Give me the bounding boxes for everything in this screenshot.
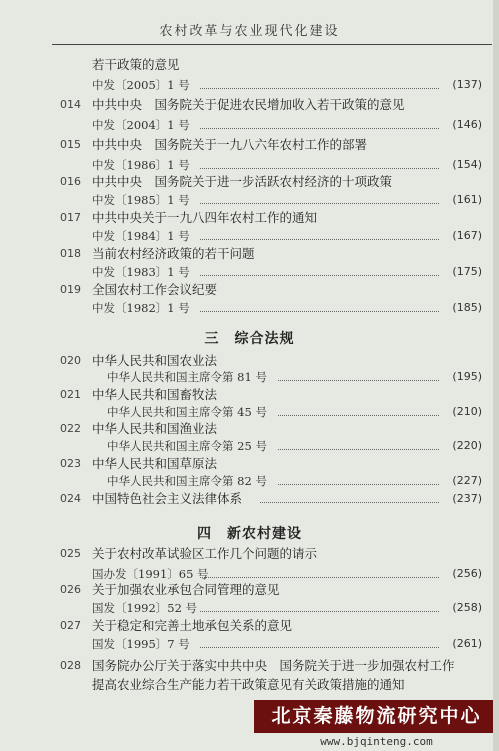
entry-number: 026 <box>60 583 81 596</box>
doc-number: 中发〔2004〕1 号 <box>92 118 190 132</box>
toc-entry[interactable] <box>0 616 499 636</box>
leader-dots <box>200 647 439 648</box>
entry-number: 022 <box>60 422 81 435</box>
toc-entry-docno <box>0 634 499 654</box>
entry-title: 当前农村经济政策的若干问题 <box>92 246 255 261</box>
toc-entry-docno <box>0 367 499 387</box>
toc-entry[interactable] <box>0 208 499 228</box>
running-header: 农村改革与农业现代化建设 <box>159 24 340 39</box>
entry-number: 021 <box>60 388 81 401</box>
leader-dots <box>200 577 439 578</box>
toc-entry-docno <box>0 190 499 210</box>
entry-number: 028 <box>60 659 81 672</box>
page-number: (154) <box>452 158 482 171</box>
watermark-url: www.bjqinteng.com <box>320 735 433 748</box>
page-number: (161) <box>452 193 482 206</box>
toc-entry[interactable] <box>0 172 499 192</box>
leader-dots <box>200 275 439 276</box>
entry-number: 023 <box>60 457 81 470</box>
entry-title: 中共中央关于一九八四年农村工作的通知 <box>92 210 318 225</box>
page-edge <box>493 0 499 751</box>
leader-dots <box>200 128 439 129</box>
entry-number: 027 <box>60 619 81 632</box>
leader-dots <box>200 168 439 169</box>
entry-title: 中共中央 国务院关于促进农民增加收入若干政策的意见 <box>92 97 405 112</box>
leader-dots <box>200 203 439 204</box>
doc-number: 中华人民共和国主席令第 25 号 <box>107 439 267 453</box>
doc-number: 中华人民共和国主席令第 45 号 <box>107 405 267 419</box>
leader-dots <box>200 611 439 612</box>
doc-number: 国发〔1995〕7 号 <box>92 637 190 651</box>
leader-dots <box>200 88 439 89</box>
page-number: (258) <box>452 601 482 614</box>
toc-entry[interactable] <box>0 656 499 676</box>
entry-title: 关于稳定和完善土地承包关系的意见 <box>92 618 293 633</box>
page-number: (237) <box>452 492 482 505</box>
leader-dots <box>278 449 439 450</box>
toc-entry-docno <box>0 598 499 618</box>
page-number: (210) <box>452 405 482 418</box>
entry-number: 017 <box>60 211 81 224</box>
page-number: (195) <box>452 370 482 383</box>
toc-entry-docno <box>0 471 499 491</box>
toc-entry-docno <box>0 436 499 456</box>
page-number: (185) <box>452 301 482 314</box>
doc-number: 国发〔1992〕52 号 <box>92 601 198 615</box>
page-number: (220) <box>452 439 482 452</box>
toc-entry-continuation <box>0 675 499 695</box>
doc-number: 中发〔1986〕1 号 <box>92 158 190 172</box>
leader-dots <box>200 311 439 312</box>
page-number: (175) <box>452 265 482 278</box>
toc-entry[interactable] <box>0 55 499 75</box>
entry-title: 国务院办公厅关于落实中共中央 国务院关于进一步加强农村工作 <box>92 658 455 673</box>
toc-entry[interactable] <box>0 95 499 115</box>
toc-entry-docno <box>0 298 499 318</box>
leader-dots <box>278 415 439 416</box>
toc-entry-docno <box>0 226 499 246</box>
entry-title: 关于农村改革试验区工作几个问题的请示 <box>92 546 318 561</box>
watermark-banner: 北京秦藤物流研究中心 <box>254 700 499 733</box>
entry-number: 016 <box>60 175 81 188</box>
entry-number: 019 <box>60 283 81 296</box>
toc-entry[interactable] <box>0 544 499 564</box>
toc-entry[interactable] <box>0 580 499 600</box>
toc-entry-docno <box>0 75 499 95</box>
header-rule <box>52 44 492 45</box>
entry-number: 014 <box>60 98 81 111</box>
entry-number: 018 <box>60 247 81 260</box>
page-number: (167) <box>452 229 482 242</box>
page-number: (146) <box>452 118 482 131</box>
doc-number: 中发〔1984〕1 号 <box>92 229 190 243</box>
toc-entry-docno <box>0 115 499 135</box>
leader-dots <box>278 380 439 381</box>
section-heading: 三 综合法规 <box>204 331 295 347</box>
entry-title: 中共中央 国务院关于一九八六年农村工作的部署 <box>92 137 368 152</box>
entry-title: 关于加强农业承包合同管理的意见 <box>92 582 280 597</box>
entry-title: 全国农村工作会议纪要 <box>92 282 218 297</box>
entry-title: 中国特色社会主义法律体系 <box>92 491 243 506</box>
page-number: (227) <box>452 474 482 487</box>
entry-title: 中华人民共和国农业法 <box>92 353 218 368</box>
page-number: (261) <box>452 637 482 650</box>
doc-number: 中发〔1985〕1 号 <box>92 193 190 207</box>
doc-number: 中发〔1983〕1 号 <box>92 265 190 279</box>
leader-dots <box>260 502 439 503</box>
entry-title: 中华人民共和国畜牧法 <box>92 387 218 402</box>
doc-number: 中发〔1982〕1 号 <box>92 301 190 315</box>
page-number: (256) <box>452 567 482 580</box>
toc-entry[interactable] <box>0 280 499 300</box>
entry-number: 020 <box>60 354 81 367</box>
entry-number: 024 <box>60 492 81 505</box>
toc-entry-docno <box>0 262 499 282</box>
entry-title: 中华人民共和国草原法 <box>92 456 218 471</box>
entry-title: 中共中央 国务院关于进一步活跃农村经济的十项政策 <box>92 174 393 189</box>
toc-entry[interactable] <box>0 135 499 155</box>
toc-entry[interactable] <box>0 244 499 264</box>
entry-title-continued: 提高农业综合生产能力若干政策意见有关政策措施的通知 <box>92 677 405 692</box>
leader-dots <box>278 484 439 485</box>
toc-entry[interactable] <box>0 489 499 509</box>
entry-number: 025 <box>60 547 81 560</box>
leader-dots <box>200 239 439 240</box>
entry-title: 若干政策的意见 <box>92 57 180 72</box>
section-heading: 四 新农村建设 <box>197 526 302 542</box>
entry-title: 中华人民共和国渔业法 <box>92 421 218 436</box>
doc-number: 中华人民共和国主席令第 81 号 <box>107 370 267 384</box>
entry-number: 015 <box>60 138 81 151</box>
doc-number: 中发〔2005〕1 号 <box>92 78 190 92</box>
doc-number: 国办发〔1991〕65 号 <box>92 567 209 581</box>
doc-number: 中华人民共和国主席令第 82 号 <box>107 474 267 488</box>
page-number: (137) <box>452 78 482 91</box>
